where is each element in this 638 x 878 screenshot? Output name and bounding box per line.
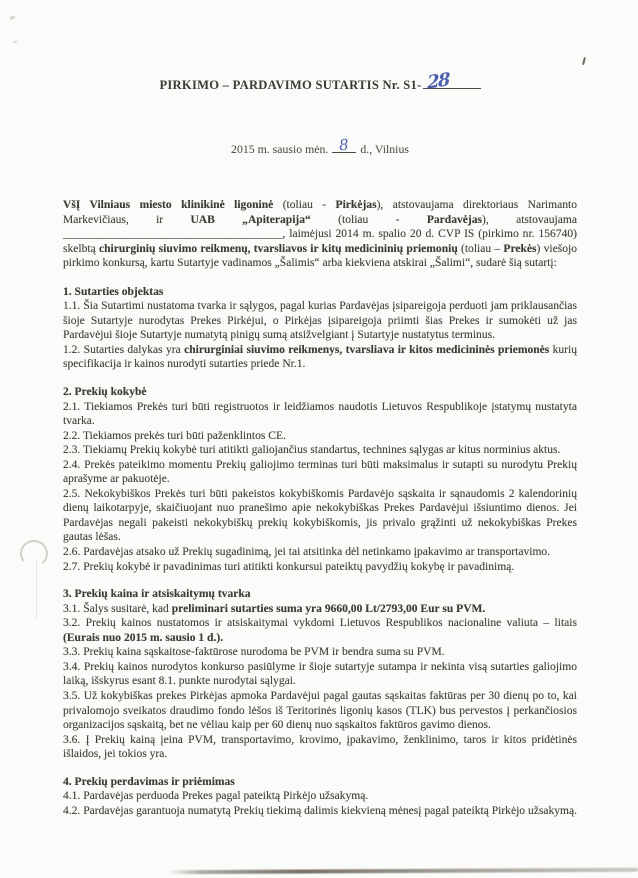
section-heading: 1. Sutarties objektas [63, 285, 164, 298]
document-title [63, 69, 577, 94]
section-1-sutarties-objektas [63, 285, 577, 372]
clause-3-3: 3.3. Prekių kaina sąskaitose-faktūrose nurodoma be PVM ir bendra suma su PVM. [63, 646, 445, 659]
clause-2-4: 2.4. Prekės pateikimo momentu Prekių galiojimo terminas turi būti maksimalus ir sutapti su nurodytu Prekių aprašyme ar pakuotėje. [63, 458, 577, 486]
clause-4-1: 4.1. Pardavėjas perduoda Prekes pagal pateiktą Pirkėjo užsakymą. [63, 790, 369, 803]
handwritten-day: 8 [338, 135, 350, 155]
section-3-prekiu-kaina [63, 587, 577, 762]
section-heading: 3. Prekių kaina ir atsiskaitymų tvarka [63, 588, 251, 601]
date-line [63, 135, 577, 157]
clause-4-2: 4.2. Pardavėjas garantuoja numatytą Prekių tiekimą dalimis kiekvieną mėnesį pagal pateiktą Pirkėjo užsakymą. [63, 804, 578, 817]
scan-speck-artifact [13, 41, 17, 43]
pen-tick-mark [582, 57, 586, 65]
date-prefix: 2015 m. sausio mėn. [231, 142, 329, 156]
contract-number-blank-line [423, 69, 481, 94]
hole-punch-shadow [19, 539, 50, 569]
clause-3-6: 3.6. Į Prekių kainą įeina PVM, transportavimo, krovimo, įpakavimo, ženklinimo, taros ir kitos pridėtinės išlaidos, jei tokios yra. [63, 733, 577, 761]
section-4-prekiu-perdavimas [63, 775, 577, 819]
clause-3-4: 3.4. Prekių kainos nurodytos konkurso pasiūlyme ir šioje sutartyje sutampa ir nekinta visą sutarties galiojimo laiką, išskyrus esant 8.1. punkte nurodytai sąlygai. [63, 660, 577, 688]
section-2-prekiu-kokybe [63, 385, 577, 574]
date-suffix: d., Vilnius [360, 142, 409, 156]
clause-2-3: 2.3. Tiekiamų Prekių kokybė turi atitikti galiojančius standartus, technines sąlygas ar kitus norminius aktus. [63, 444, 561, 457]
clause-1-2: 1.2. Sutarties dalykas yra chirurginiai siuvimo reikmenys, tvarsliava ir kitos medicininės priemonės kurių specifikacija ir kainos nurodyti sutarties priede Nr.1. [63, 343, 577, 371]
day-blank-line [332, 135, 356, 155]
clause-3-1: 3.1. Šalys susitarė, kad preliminari sutarties suma yra 9660,00 Lt/2793,00 Eur su PVM. [63, 602, 486, 615]
clause-1-1: 1.1. Šia Sutartimi nustatoma tvarka ir sąlygos, pagal kurias Pardavėjas įsipareigoja perduoti jam priklausančias šioje Sutartyje nurodytas Prekes Pirkėjui, o Pirkėjas įsipareigoja priimti šias Prekes ir sumokėti už jas Pardavėjui šioje Sutartyje numatytą pinigų sumą atsižvelgiant į Sutartyje nustatytus terminus. [63, 300, 577, 342]
clause-2-1: 2.1. Tiekiamos Prekės turi būti registruotos ir leidžiamos naudotis Lietuvos Respublikoje įstatymų nustatyta tvarka. [63, 400, 577, 428]
contract-text [63, 198, 577, 818]
document-title-text: PIRKIMO – PARDAVIMO SUTARTIS Nr. S1- [159, 78, 422, 92]
section-heading: 4. Prekių perdavimas ir priėmimas [63, 775, 235, 788]
clause-3-2: 3.2. Prekių kainos nustatomos ir atsiskaitymai vykdomi Lietuvos Respublikos nacionaline valiuta – litais (Eurais nuo 2015 m. sausio 1 d.). [63, 617, 577, 644]
clause-3-5: 3.5. Už kokybiškas prekes Pirkėjas apmoka Pardavėjui pagal gautas sąskaitas faktūras per 30 dienų po to, kai privalomojo sveikatos draudimo fondo lėšos iš Teritorinės ligonių kasos (TLK) bus pervestos į perkančiosios organizacijos sąskaitą, bet ne vėliau kaip per 60 dienų nuo sąskaitos faktūros gavimo dienos. [63, 689, 577, 732]
page-edge-scan-shadow [168, 868, 638, 874]
clause-2-5: 2.5. Nekokybiškos Prekės turi būti pakeistos kokybiškomis Pardavėjo sąskaita ir sąnaudomis 2 kalendorinių dienų laikotarpyje, skaičiuojant nuo pranešimo apie nekokybiškas Prekes Pardavėjui išsiuntimo dienos. Jei Pardavėjas negali pakeisti nekokybiškų prekių kokybiškomis, jis privalo grąžinti už nekokybiškas Prekes gautas lėšas. [63, 487, 577, 544]
clause-2-6: 2.6. Pardavėjas atsako už Prekių sugadinimą, jei tai atsitinka dėl netinkamo įpakavimo ar transportavimo. [63, 546, 551, 559]
contract-body [63, 69, 578, 818]
handwritten-contract-number: 28 [426, 69, 449, 94]
intro-paragraph: VšĮ Vilniaus miesto klinikinė ligoninė (toliau - Pirkėjas), atstovaujama direktoriaus Narimanto Markevičiaus, ir UAB „Apiterapija“ (toliau - Pardavėjas), atstovaujama ______________________________________, laimėjusi 2014 m. spalio 20 d. CVP IS (pirkimo nr. 156740) skelbtą chirurginių siuvimo reikmenų, tvarsliavos ir kitų medicininių priemonių (toliau – Prekės) viešojo pirkimo konkursą, kartu Sutartyje vadinamos „Šalimis“ arba kiekviena atskirai „Šalimi“, sudarė šią sutartį: [63, 199, 577, 270]
clause-2-2: 2.2. Tiekiamos prekės turi būti paženklintos CE. [63, 429, 286, 442]
section-heading: 2. Prekių kokybė [63, 386, 147, 399]
scan-line-artifact [36, 560, 37, 618]
clause-2-7: 2.7. Prekių kokybė ir pavadinimas turi atitikti konkursui pateiktų pavydžių kokybę ir pavadinimą. [63, 560, 515, 573]
scan-speck-artifact [10, 15, 16, 20]
